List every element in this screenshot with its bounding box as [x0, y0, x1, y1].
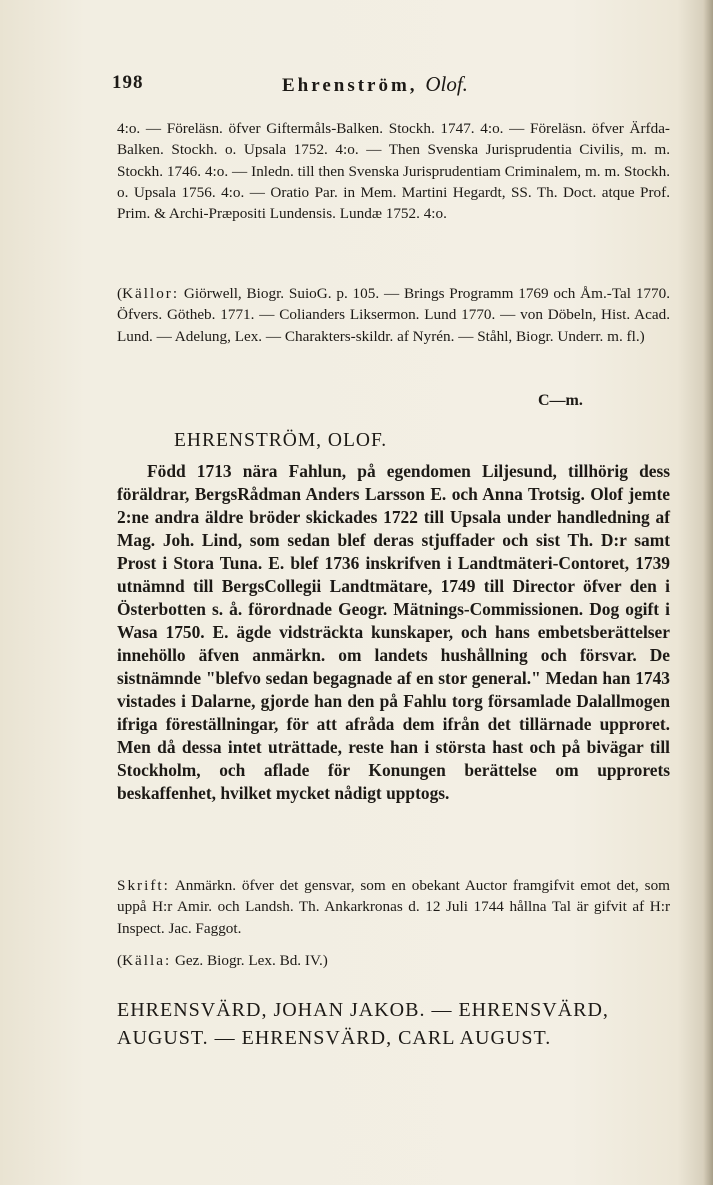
source-paragraph: (Källa: Gez. Biogr. Lex. Bd. IV.): [117, 952, 328, 969]
next-entries-line-2: AUGUST. — EHRENSVÄRD, CARL AUGUST.: [117, 1027, 552, 1049]
running-header: [112, 72, 672, 102]
source-text: Gez. Biogr. Lex. Bd. IV.): [174, 952, 328, 969]
page-edge: [703, 0, 713, 1185]
running-title: Ehrenström, Olof.: [282, 72, 468, 96]
biography-paragraph: Född 1713 nära Fahlun, på egendomen Liljesund, tillhörig dess föräldrar, BergsRådman Anders Larsson E. och Anna Trotsig. Olof jemte 2:ne andra äldre bröder skickades 1722 till Upsala under handledning af Mag. Joh. Lind, som sedan blef deras stjuffader och sist Th. D:r samt Prost i Stora Tuna. E. blef 1736 inskrifven i Landtmäteri-Contoret, 1739 utnämnd till BergsCollegii Landtmätare, 1749 till Director öfver den i Österbotten s. å. förordnade Geogr. Mätnings-Commissionen. Dog ogift i Wasa 1750. E. ägde vidsträckta kunskaper, och hans embetsberättelser innehöllo äfven anmärkn. om landets hushållning och försvar. De sistnämnde "blefvo sedan begagnade af en stor general." Medan han 1743 vistades i Dalarne, gjorde han den på Fahlu torg församlade Dalallmogen ifriga föreställningar, för att afråda dem ifrån det tillärnade upproret. Men då dessa intet uträttade, reste han i största hast och på bivägar till Stockholm, och aflade för Konungen berättelse om upprorets beskaffenhet, hvilket mycket nådigt upptogs.: [117, 461, 670, 803]
sources-paragraph: (Källor: Giörwell, Biogr. SuioG. p. 105. — Brings Programm 1769 och Åm.-Tal 1770. Öfvers. Götheb. 1771. — Colianders Liksermon. Lund 1770. — von Döbeln, Hist. Acad. Lund. — Adelung, Lex. — Charakters-skildr. af Nyrén. — Ståhl, Biogr. Underr. m. fl.): [117, 285, 670, 345]
works-paragraph: 4:o. — Föreläsn. öfver Giftermåls-Balken. Stockh. 1747. 4:o. — Föreläsn. öfver Ärfda-Balken. Stockh. o. Upsala 1752. 4:o. — Then Svenska Jurisprudentia Civilis, m. m. Stockh. 1746. 4:o. — Inledn. till then Svenska Jurisprudentiam Criminalem, m. m. Stockh. o. Upsala 1756. 4:o. — Oratio Par. in Mem. Martini Hegardt, SS. Th. Doct. atque Prof. Prim. & Archi-Præpositi Lundensis. Lundæ 1752. 4:o.: [117, 120, 670, 223]
writings-paragraph: [117, 875, 670, 939]
writings-text: Anmärkn. öfver det gensvar, som en obekant Auctor framgifvit emot det, som uppå H:r Amir. och Landsh. Th. Ankarkronas d. 12 Juli 1744 hållna Tal är gifvit af H:r Inspect. Jac. Faggot.: [117, 877, 670, 937]
page-number: 198: [112, 72, 144, 93]
source-label: Källa:: [122, 952, 172, 969]
writings-label: Skrift:: [117, 877, 170, 894]
next-entries-line-1: EHRENSVÄRD, JOHAN JAKOB. — EHRENSVÄRD,: [117, 999, 609, 1021]
entry-title: EHRENSTRÖM, OLOF.: [174, 430, 388, 451]
next-entries-heading: [117, 996, 677, 1052]
sources-label: Källor:: [122, 285, 180, 302]
running-name: Olof.: [425, 72, 468, 96]
sources-text: Giörwell, Biogr. SuioG. p. 105. — Brings Programm 1769 och Åm.-Tal 1770. Öfvers. Götheb. 1771. — Colianders Liksermon. Lund 1770. — von Döbeln, Hist. Acad. Lund. — Adelung, Lex. — Charakters-skildr. af Nyrén. — Ståhl, Biogr. Underr. m. fl.): [117, 285, 670, 345]
author-signature: C—m.: [538, 392, 583, 409]
